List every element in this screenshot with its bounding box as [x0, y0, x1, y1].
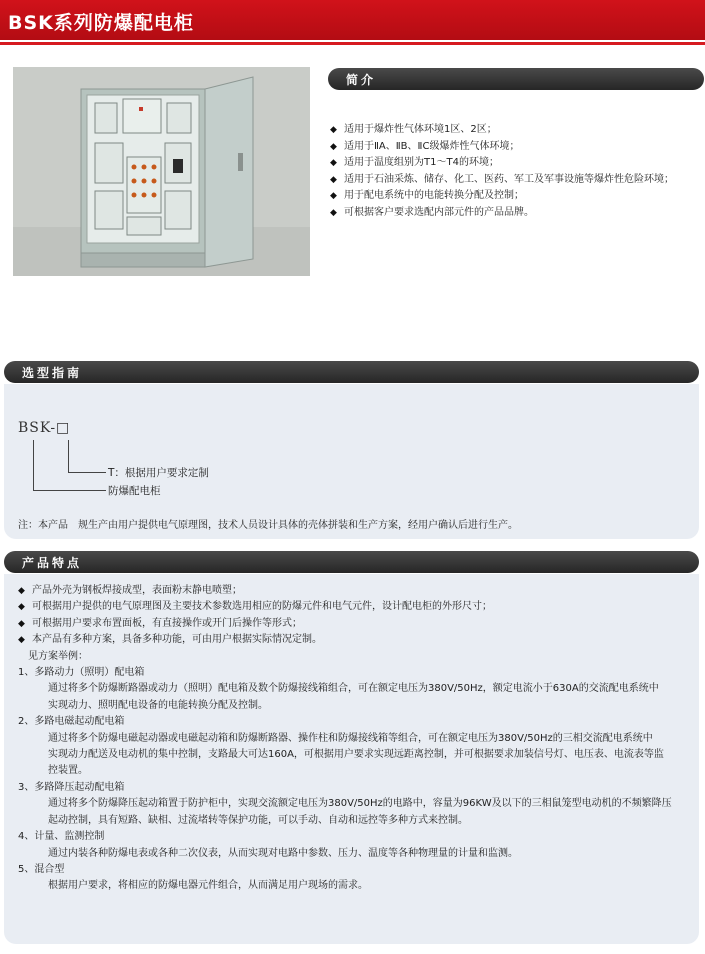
branch-name-label: 防爆配电柜 — [108, 485, 161, 497]
intro-item: ◆ 适用于ⅡA、ⅡB、ⅡC级爆炸性气体环境； — [330, 139, 705, 156]
page-title: BSK系列防爆配电柜 — [8, 12, 194, 34]
diamond-bullet-icon: ◆ — [330, 191, 337, 201]
diamond-bullet-icon: ◆ — [330, 141, 337, 152]
example-title: 2、多路电磁起动配电箱 — [18, 716, 125, 728]
diamond-bullet-icon: ◆ — [18, 635, 25, 646]
intro-item: ◆ 可根据客户要求选配内部元件的产品品牌。 — [330, 205, 705, 222]
examples-heading: 见方案举例： — [28, 650, 88, 662]
example-title: 4、计量、监测控制 — [18, 831, 105, 843]
product-photo — [13, 67, 310, 276]
example-desc: 通过将多个防爆电磁起动器或电磁起动箱和防爆断路器、操作柱和防爆接线箱等组合，可在额定电压为380V/50Hz的三相交流配电系统中 — [48, 732, 653, 744]
selection-note: 注：本产品 规生产由用户提供电气原理图，技术人员设计具体的壳体拼装和生产方案，经用户确认后进行生产。 — [18, 520, 518, 531]
diamond-bullet-icon: ◆ — [330, 174, 337, 185]
example-desc: 实现动力配送及电动机的集中控制，支路最大可达160A，可根据用户要求实现远距离控制，并可根据要求加装信号灯、电压表、电流表等监 — [48, 749, 664, 761]
intro-section-bar — [328, 68, 704, 90]
diamond-bullet-icon: ◆ — [18, 618, 25, 629]
features-content — [18, 583, 698, 895]
example-desc: 起动控制，具有短路、缺相、过流堵转等保护功能，可以手动、自动和远控等多种方式来控制。 — [48, 814, 468, 826]
intro-item: ◆ 用于配电系统中的电能转换分配及控制； — [330, 188, 705, 205]
example-desc: 实现动力、照明配电设备的电能转换分配及控制。 — [48, 699, 268, 711]
diamond-bullet-icon: ◆ — [18, 602, 25, 613]
example-desc: 通过内装各种防爆电表或各种二次仪表，从而实现对电路中参数、压力、温度等各种物理量的计量和监测。 — [48, 847, 518, 859]
diamond-bullet-icon: ◆ — [18, 586, 25, 596]
intro-section-label: 简介 — [346, 73, 377, 87]
features-section-label: 产品特点 — [22, 556, 83, 570]
example-desc: 通过将多个防爆断路器或动力（照明）配电箱及数个防爆接线箱组合，可在额定电压为380V/50Hz，额定电流小于630A的交流配电系统中 — [48, 683, 659, 695]
diamond-bullet-icon: ◆ — [330, 158, 337, 168]
feature-bullet: ◆ 可根据用户要求布置面板，有直接操作或开门后操作等形式； — [18, 616, 698, 632]
cabinet-illustration — [13, 67, 310, 276]
title-bar — [0, 0, 705, 40]
feature-bullet: ◆ 本产品有多种方案，具备多种功能，可由用户根据实际情况定制。 — [18, 632, 698, 648]
intro-item: ◆ 适用于爆炸性气体环境1区、2区； — [330, 122, 705, 139]
title-underline — [0, 42, 705, 45]
example-title: 5、混合型 — [18, 863, 65, 875]
branch-t-label: T：根据用户要求定制 — [108, 467, 209, 479]
intro-list — [330, 122, 705, 221]
model-code: BSK-□ — [18, 420, 71, 436]
intro-item: ◆ 适用于温度组别为T1～T4的环境； — [330, 155, 705, 172]
features-section-bar — [4, 551, 699, 573]
intro-item: ◆ 适用于石油采炼、储存、化工、医药、军工及军事设施等爆炸性危险环境； — [330, 172, 705, 189]
example-desc: 通过将多个防爆降压起动箱置于防护柜中，实现交流额定电压为380V/50Hz的电路中，容量为96KW及以下的三相鼠笼型电动机的不频繁降压 — [48, 798, 672, 810]
diamond-bullet-icon: ◆ — [330, 207, 337, 218]
example-desc: 根据用户要求，将相应的防爆电器元件组合，从而满足用户现场的需求。 — [48, 880, 368, 892]
example-desc: 控装置。 — [48, 765, 88, 777]
selection-section-label: 选型指南 — [22, 366, 83, 380]
example-title: 1、多路动力（照明）配电箱 — [18, 667, 145, 679]
tree-line-t — [68, 440, 69, 473]
feature-bullet: ◆ 可根据用户提供的电气原理图及主要技术参数选用相应的防爆元件和电气元件，设计配电柜的外形尺寸； — [18, 599, 698, 615]
diamond-bullet-icon: ◆ — [330, 125, 337, 135]
tree-line-name-h — [33, 490, 106, 491]
feature-bullet: ◆ 产品外壳为钢板焊接成型，表面粉末静电喷塑； — [18, 583, 698, 599]
example-title: 3、多路降压起动配电箱 — [18, 781, 125, 793]
selection-section-bar — [4, 361, 699, 383]
tree-line-t-h — [68, 472, 106, 473]
tree-line-name — [33, 440, 34, 491]
